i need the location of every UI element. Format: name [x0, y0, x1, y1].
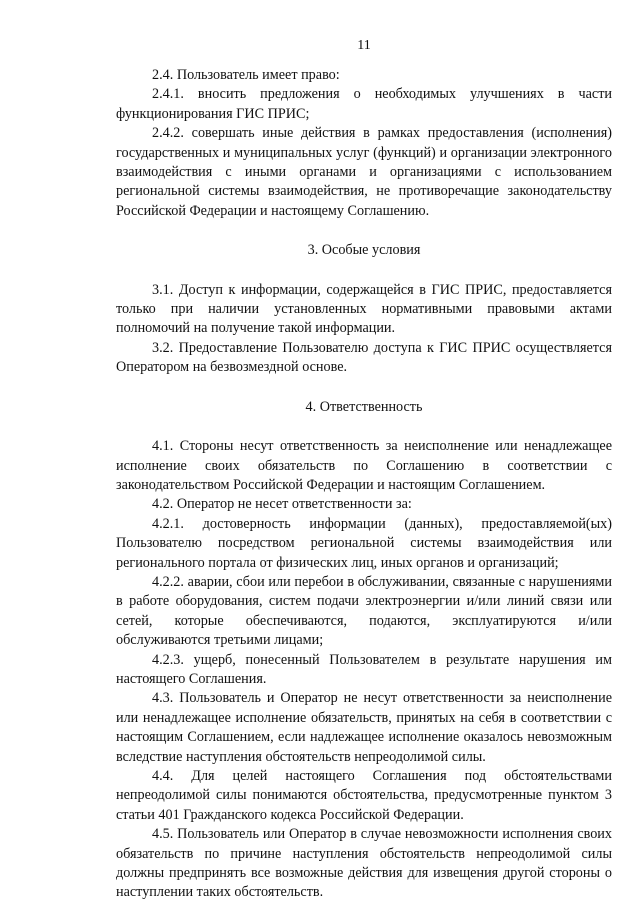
clause-4-4: 4.4. Для целей настоящего Соглашения под обстоятельствами непреодолимой силы понимаются обстоятельства, предусмотренные пунктом 3 статьи 401 Гражданского кодекса Российской Федерации. — [116, 768, 612, 823]
section-heading-3: 3. Особые условия — [307, 242, 421, 259]
clause-4-2-2: 4.2.2. аварии, сбои или перебои в обслуживании, связанные с нарушениями в работе оборудования, систем подачи электроэнергии и/или линий связи или сетей, которые обеспечиваются, подаются, эксплуатируются и/или обслуживаются третьими лицами; — [116, 573, 612, 649]
clause-3-2: 3.2. Предоставление Пользователю доступа к ГИС ПРИС осуществляется Оператором на безвозмездной основе. — [116, 339, 612, 376]
clause-3-1: 3.1. Доступ к информации, содержащейся в ГИС ПРИС, предоставляется только при наличии установленных нормативными правовыми актами полномочий на получение такой информации. — [116, 281, 612, 337]
clause-4-2: 4.2. Оператор не несет ответственности за: — [152, 496, 412, 513]
clause-4-2-1: 4.2.1. достоверность информации (данных), предоставляемой(ых) Пользователю посредством региональной системы взаимодействия или регионального портала от физических лиц, иных органов и организаций; — [116, 515, 612, 571]
clause-4-1: 4.1. Стороны несут ответственность за неисполнение или ненадлежащее исполнение своих обязательств по Соглашению в соответствии с законодательством Российской Федерации и настоящим Соглашением. — [116, 438, 612, 493]
clause-4-2-3: 4.2.3. ущерб, понесенный Пользователем в результате нарушения им настоящего Соглашения. — [116, 651, 612, 687]
clause-4-3: 4.3. Пользователь и Оператор не несут ответственности за неисполнение или ненадлежащее исполнение обязательств, принятых на себя в соответствии с настоящим Соглашением, если надлежащее исполнение оказалось невозможным вследствие наступления обстоятельств непреодолимой силы. — [116, 690, 612, 765]
clause-2-4: 2.4. Пользователь имеет право: — [152, 67, 340, 83]
clause-2-4-1: 2.4.1. вносить предложения о необходимых улучшениях в части функционирования ГИС ПРИС; — [116, 86, 612, 122]
clause-2-4-2: 2.4.2. совершать иные действия в рамках предоставления (исполнения) государственных и муниципальных услуг (функций) и организации электронного взаимодействия с иными органами и организациями с использованием региональной системы взаимодействия, не противоречащие законодательству Российской Федерации и настоящему Соглашению. — [116, 125, 612, 219]
clause-4-5: 4.5. Пользователь или Оператор в случае невозможности исполнения своих обязательств по причине наступления обстоятельств непреодолимой силы должны предпринять все возможные действия для извещения другой стороны о наступлении таких обстоятельств. — [116, 826, 612, 901]
section-heading-4: 4. Ответственность — [305, 398, 423, 415]
page-number: 11 — [357, 38, 371, 53]
